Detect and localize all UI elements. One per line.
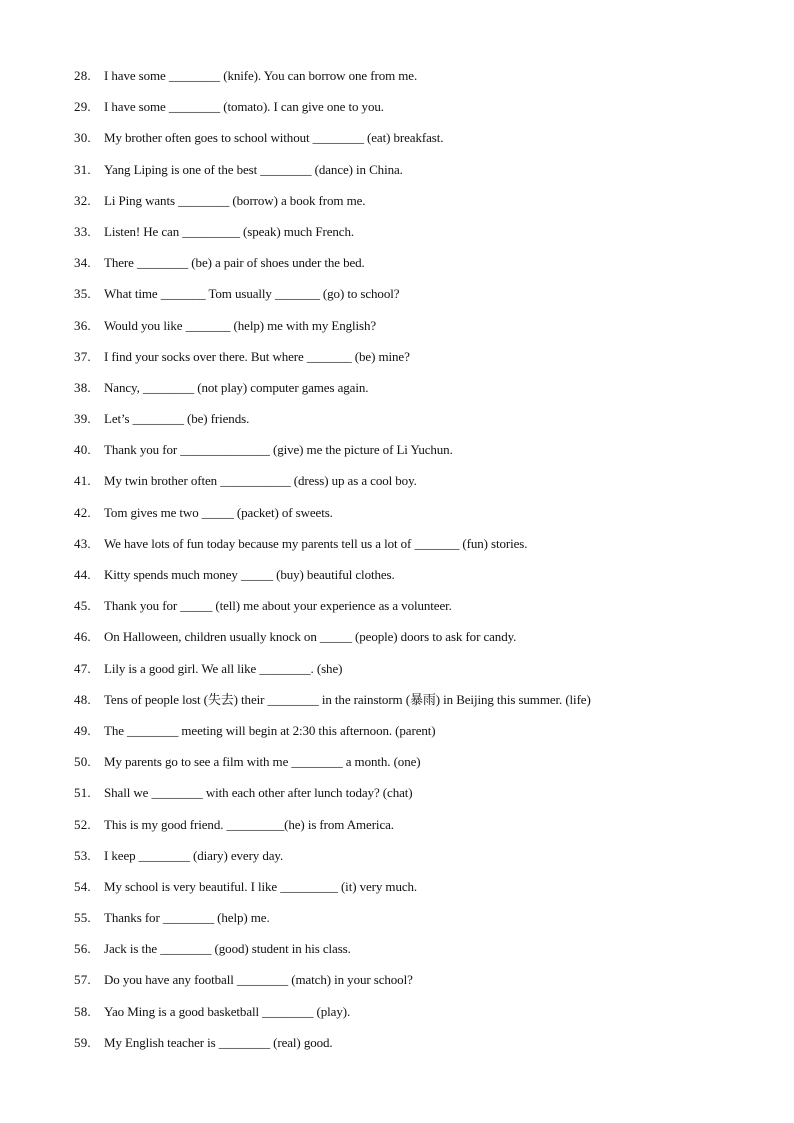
question-text: Do you have any football ________ (match) in your school?: [104, 972, 413, 988]
question-item: [74, 752, 764, 783]
question-text: The ________ meeting will begin at 2:30 this afternoon. (parent): [104, 722, 436, 738]
question-item: [74, 347, 764, 378]
question-item: [74, 409, 764, 440]
question-number: 38.: [74, 379, 91, 395]
question-number: 51.: [74, 785, 91, 801]
question-number: 48.: [74, 691, 91, 707]
question-item: [74, 815, 764, 846]
question-number: 32.: [74, 192, 91, 208]
question-number: 40.: [74, 442, 91, 458]
question-item: [74, 97, 764, 128]
question-item: [74, 222, 764, 253]
question-text: I have some ________ (knife). You can borrow one from me.: [104, 68, 418, 83]
question-text: Listen! He can _________ (speak) much French.: [104, 223, 355, 239]
question-item: [74, 970, 764, 1001]
question-number: 54.: [74, 878, 91, 894]
question-item: [74, 66, 764, 97]
question-number: 57.: [74, 972, 91, 988]
question-item: [74, 284, 764, 315]
question-text: Yang Liping is one of the best ________ (dance) in China.: [104, 161, 403, 177]
question-number: 59.: [74, 1034, 91, 1050]
question-text: On Halloween, children usually knock on _____ (people) doors to ask for candy.: [104, 629, 517, 645]
question-text: My brother often goes to school without ________ (eat) breakfast.: [104, 130, 444, 146]
question-number: 28.: [74, 68, 91, 83]
question-item: [74, 378, 764, 409]
question-item: [74, 627, 764, 658]
question-item: [74, 659, 764, 690]
question-text: Tens of people lost (失去) their ________ in the rainstorm (暴雨) in Beijing this summer. (life): [104, 691, 591, 707]
question-text: Li Ping wants ________ (borrow) a book from me.: [104, 192, 366, 208]
question-number: 42.: [74, 504, 91, 520]
question-number: 44.: [74, 567, 91, 582]
question-number: 36.: [74, 317, 91, 333]
question-item: [74, 877, 764, 908]
question-number: 41.: [74, 473, 91, 489]
question-text: Thanks for ________ (help) me.: [104, 910, 270, 926]
question-text: I find your socks over there. But where _______ (be) mine?: [104, 348, 410, 364]
question-number: 58.: [74, 1003, 91, 1019]
question-item: [74, 846, 764, 877]
question-item: [74, 534, 764, 565]
question-text: Shall we ________ with each other after lunch today? (chat): [104, 785, 413, 801]
question-number: 30.: [74, 130, 91, 146]
question-item: [74, 596, 764, 627]
question-number: 34.: [74, 255, 91, 271]
question-item: [74, 1033, 764, 1064]
question-number: 46.: [74, 629, 91, 645]
question-item: [74, 783, 764, 814]
question-number: 35.: [74, 286, 91, 302]
question-text: My school is very beautiful. I like _________ (it) very much.: [104, 878, 418, 894]
question-number: 52.: [74, 816, 91, 832]
question-number: 33.: [74, 223, 91, 239]
question-item: [74, 1002, 764, 1033]
question-number: 49.: [74, 722, 91, 738]
question-text: This is my good friend. _________(he) is from America.: [104, 816, 394, 832]
question-text: My English teacher is ________ (real) good.: [104, 1034, 333, 1050]
question-list: [74, 66, 764, 1064]
question-item: [74, 253, 764, 284]
question-item: [74, 690, 764, 721]
question-item: [74, 565, 764, 596]
question-number: 56.: [74, 941, 91, 957]
question-number: 43.: [74, 535, 91, 551]
question-number: 47.: [74, 660, 91, 676]
question-number: 55.: [74, 910, 91, 926]
question-text: My parents go to see a film with me ________ a month. (one): [104, 754, 421, 770]
question-text: I keep ________ (diary) every day.: [104, 847, 284, 863]
question-item: [74, 191, 764, 222]
question-text: There ________ (be) a pair of shoes under the bed.: [104, 255, 365, 271]
question-item: [74, 160, 764, 191]
question-text: My twin brother often ___________ (dress) up as a cool boy.: [104, 473, 417, 489]
question-item: [74, 908, 764, 939]
question-text: Kitty spends much money _____ (buy) beautiful clothes.: [104, 567, 395, 582]
question-item: [74, 440, 764, 471]
question-text: Tom gives me two _____ (packet) of sweets.: [104, 504, 333, 520]
question-text: Thank you for _____ (tell) me about your experience as a volunteer.: [104, 598, 452, 614]
question-number: 29.: [74, 99, 91, 115]
question-text: I have some ________ (tomato). I can give one to you.: [104, 99, 384, 115]
question-item: [74, 471, 764, 502]
question-text: Let’s ________ (be) friends.: [104, 411, 250, 427]
question-item: [74, 128, 764, 159]
question-text: Would you like _______ (help) me with my English?: [104, 317, 377, 333]
question-item: [74, 939, 764, 970]
question-text: Thank you for ______________ (give) me the picture of Li Yuchun.: [104, 442, 453, 458]
question-text: Lily is a good girl. We all like ________. (she): [104, 660, 343, 676]
question-item: [74, 721, 764, 752]
question-item: [74, 503, 764, 534]
question-text: Jack is the ________ (good) student in his class.: [104, 941, 351, 957]
question-text: What time _______ Tom usually _______ (go) to school?: [104, 286, 400, 302]
question-number: 39.: [74, 411, 91, 427]
question-text: We have lots of fun today because my parents tell us a lot of _______ (fun) stories.: [104, 535, 528, 551]
question-text: Yao Ming is a good basketball ________ (play).: [104, 1003, 351, 1019]
question-item: [74, 316, 764, 347]
question-number: 50.: [74, 754, 91, 770]
question-number: 31.: [74, 161, 91, 177]
question-number: 45.: [74, 598, 91, 614]
question-number: 53.: [74, 847, 91, 863]
question-number: 37.: [74, 348, 91, 364]
question-text: Nancy, ________ (not play) computer games again.: [104, 379, 369, 395]
